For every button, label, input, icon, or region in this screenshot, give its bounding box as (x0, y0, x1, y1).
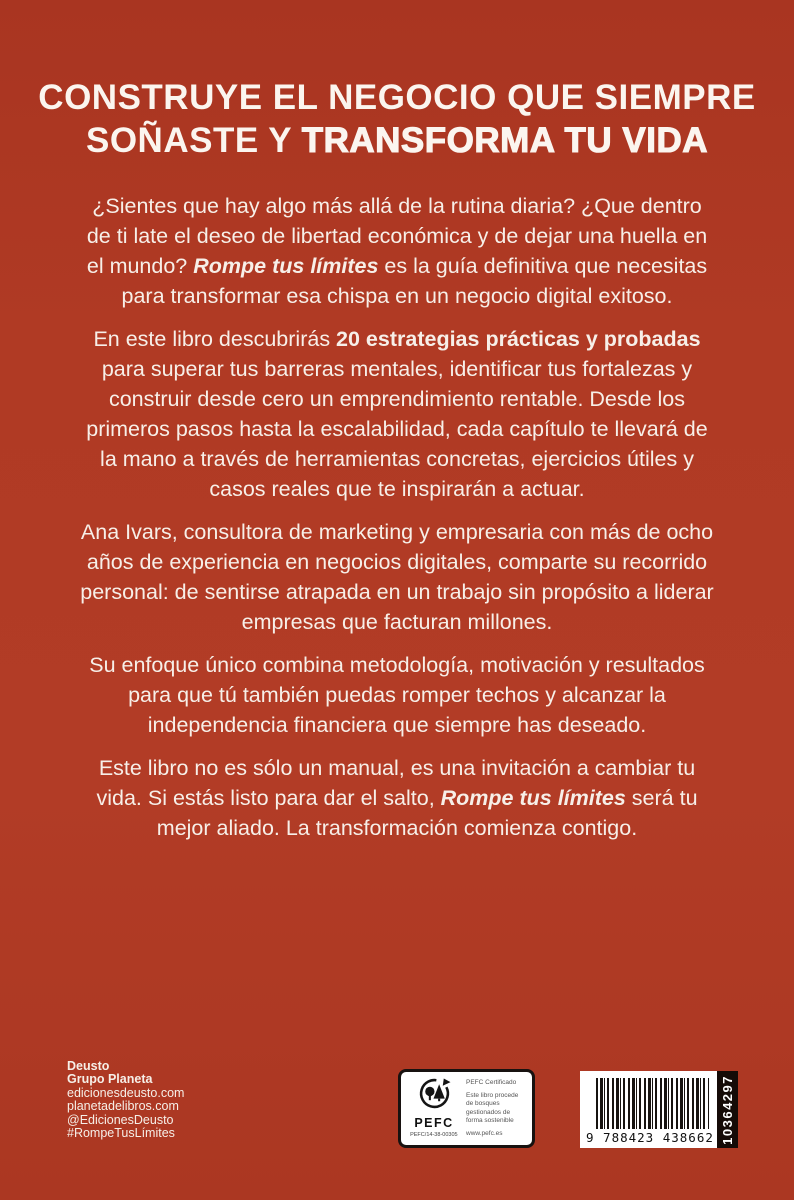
paragraph (80, 517, 714, 637)
pefc-logo-column (408, 1077, 460, 1141)
paragraph-segment: Rompe tus límites (440, 786, 626, 810)
paragraph-segment: 20 estrategias prácticas y probadas (336, 327, 701, 351)
paragraph-segment: En este libro descubrirás (93, 327, 337, 351)
paragraph-segment: Ana Ivars, consultora de marketing y empresaria con más de ocho años de experiencia en negocios digitales, comparte su recorrido personal: de sentirse atrapada en un trabajo sin propósito a liderar empresas que facturan millones. (80, 520, 714, 634)
paragraph (80, 324, 714, 504)
publisher-group: Grupo Planeta (67, 1072, 153, 1087)
paragraph-segment: para superar tus barreras mentales, identificar tus fortalezas y construir desde cero un emprendimiento rentable. Desde los primeros pasos hasta la escalabilidad, cada capítulo te llevará de la mano a través de herramientas concretas, ejercicios útiles y casos reales que te inspirarán a actuar. (86, 357, 708, 501)
ean-barcode-icon (596, 1078, 709, 1129)
paragraph-segment: será tu mejor aliado. La transformación comienza contigo. (156, 786, 698, 840)
paragraph (80, 650, 714, 740)
cover-title-line1: CONSTRUYE EL NEGOCIO QUE SIEMPRE (38, 78, 756, 117)
pefc-license-number: PEFC/14-38-00305 (410, 1132, 458, 1138)
barcode-block (580, 1071, 738, 1148)
paragraph (80, 753, 714, 843)
cover-title-line2 (0, 119, 794, 162)
pefc-certified-label: PEFC Certificado (466, 1079, 517, 1086)
paragraph (80, 191, 714, 311)
paragraph-segment: Rompe tus límites (193, 254, 379, 278)
cover-title (0, 76, 794, 162)
barcode-side-strip (717, 1071, 738, 1148)
publisher-name: Deusto (67, 1059, 110, 1073)
paragraph-segment: Su enfoque único combina metodología, motivación y resultados para que tú también puedas romper techos y alcanzar la independencia financiera que siempre has deseado. (89, 653, 705, 737)
pefc-trees-icon (418, 1077, 451, 1115)
publisher-website-1: edicionesdeusto.com (67, 1085, 185, 1100)
body-paragraphs (80, 191, 714, 856)
cover-title-line2-regular: SOÑASTE Y (85, 121, 302, 160)
publisher-hashtag: #RompeTusLímites (67, 1126, 175, 1141)
publisher-website-2: planetadelibros.com (67, 1099, 179, 1114)
barcode-white-box (580, 1071, 717, 1148)
pefc-description: Este libro procede de bosques gestionados de forma sostenible (466, 1091, 519, 1124)
pefc-certification-label (398, 1069, 535, 1148)
isbn-number: 9 788423 438662 (586, 1130, 714, 1145)
paragraph-segment: Este libro no es sólo un manual, es una invitación a cambiar tu vida. Si estás listo para dar el salto, (96, 756, 696, 810)
cover-title-line2-bold: TRANSFORMA TU VIDA (301, 121, 708, 160)
barcode-side-code: 10364297 (720, 1074, 735, 1145)
paragraph-segment: es la guía definitiva que necesitas para transformar esa chispa en un negocio digital exitoso. (121, 254, 708, 308)
pefc-text-column (460, 1077, 527, 1141)
paragraph-segment: ¿Sientes que hay algo más allá de la rutina diaria? ¿Que dentro de ti late el deseo de libertad económica y de dejar una huella en el mundo? (86, 194, 708, 278)
publisher-social-handle: @EdicionesDeusto (67, 1112, 174, 1127)
pefc-logo-text: PEFC (414, 1116, 454, 1130)
pefc-url: www.pefc.es (466, 1129, 503, 1137)
publisher-block (67, 1060, 184, 1140)
